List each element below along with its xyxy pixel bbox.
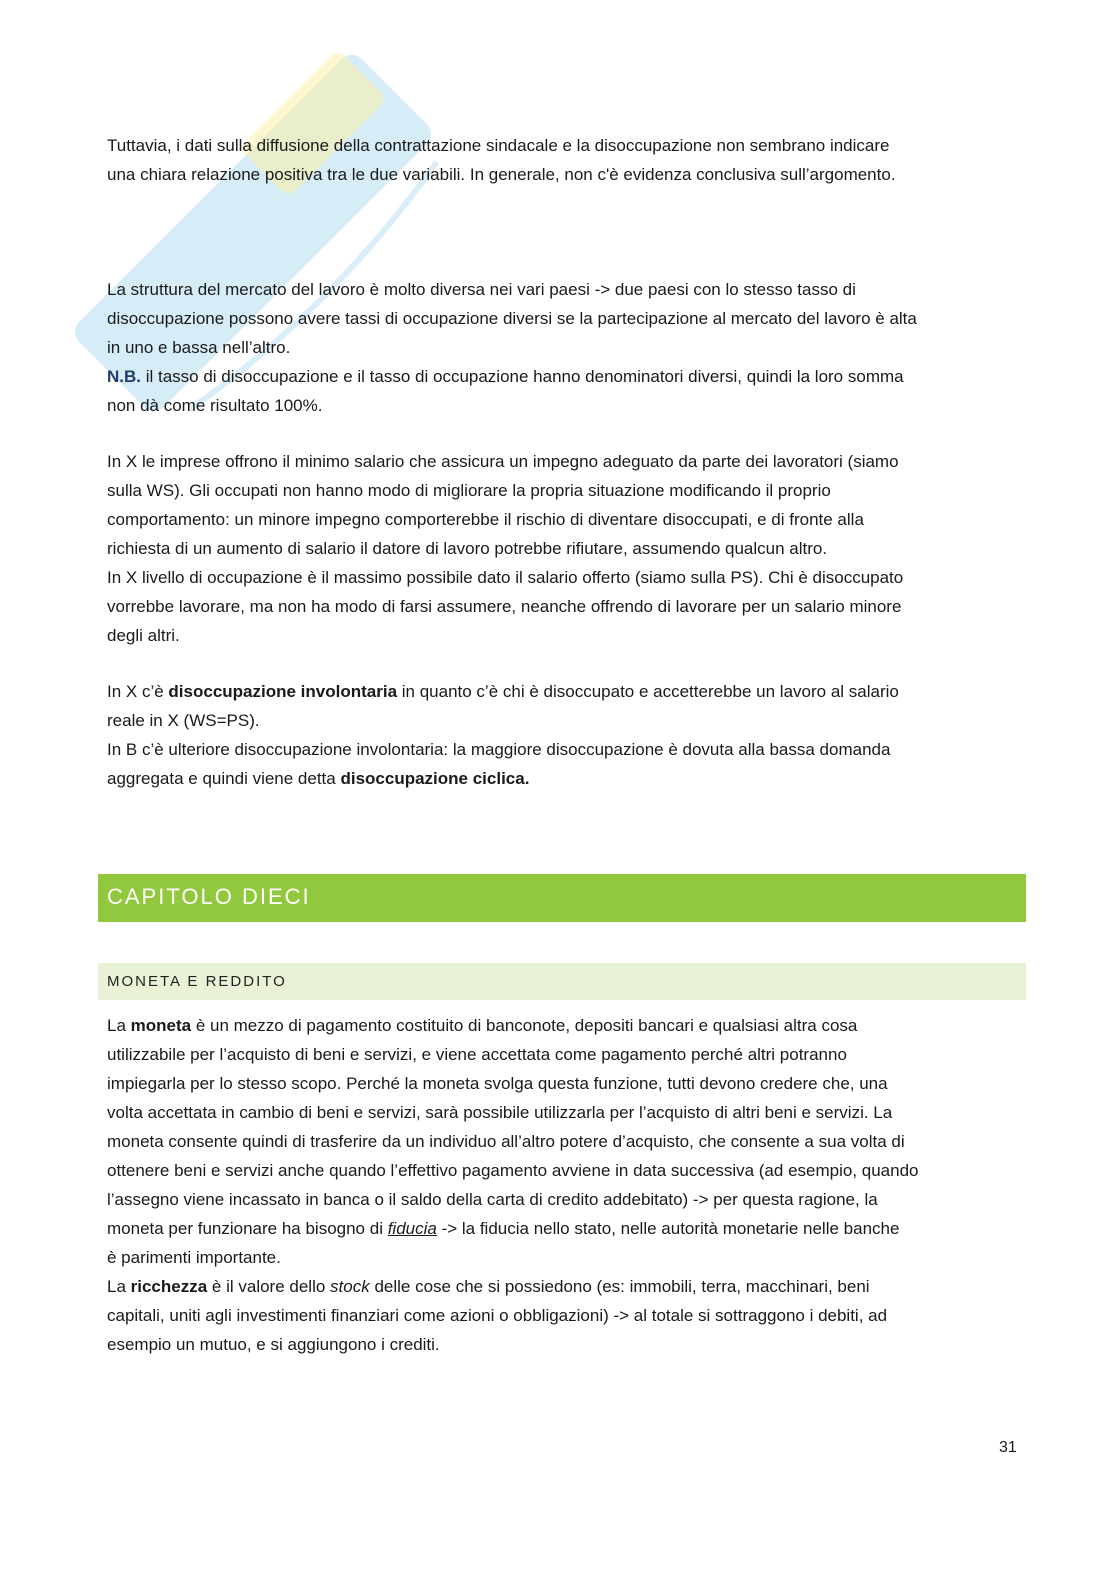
text-line: una chiara relazione positiva tra le due variabili. In generale, non c'è evidenza conclusiva sull’argomento. — [107, 165, 896, 184]
text-line: In B c’è ulteriore disoccupazione involontaria: la maggiore disoccupazione è dovuta alla bassa domanda — [107, 740, 891, 759]
text-line: reale in X (WS=PS). — [107, 711, 260, 730]
paragraph-union-evidence — [107, 131, 1022, 189]
section-heading-bar — [98, 963, 1026, 1000]
nb-label: N.B. — [107, 367, 141, 386]
text-line: impiegarla per lo stesso scopo. Perché la moneta svolga questa funzione, tutti devono credere che, una — [107, 1074, 888, 1093]
text-line: moneta consente quindi di trasferire da un individuo all’altro potere d’acquisto, che consente a sua volta di — [107, 1132, 905, 1151]
text-line: degli altri. — [107, 626, 180, 645]
text-line: In X le imprese offrono il minimo salario che assicura un impegno adeguato da parte dei lavoratori (siamo — [107, 452, 899, 471]
text-line — [107, 1272, 1022, 1301]
text-line: volta accettata in cambio di beni e servizi, sarà possibile utilizzarla per l’acquisto di altri beni e servizi. La — [107, 1103, 893, 1122]
text-line: non dà come risultato 100%. — [107, 396, 323, 415]
paragraph-equilibrium-x — [107, 447, 1022, 650]
section-title: MONETA E REDDITO — [107, 973, 287, 990]
text-run: in quanto c’è chi è disoccupato e accetterebbe un lavoro al salario — [397, 682, 899, 701]
text-line — [107, 764, 1022, 793]
text-run: -> la fiducia nello stato, nelle autorità monetarie nelle banche — [436, 1219, 900, 1238]
text-line: in uno e bassa nell’altro. — [107, 338, 291, 357]
text-line: comportamento: un minore impegno comporterebbe il rischio di diventare disoccupati, e di fronte alla — [107, 510, 864, 529]
text-line — [107, 1011, 1022, 1040]
emphasis-term: fiducia — [387, 1219, 437, 1238]
text-line: disoccupazione possono avere tassi di occupazione diversi se la partecipazione al mercato del lavoro è alta — [107, 309, 917, 328]
paragraph-involuntary-unemployment — [107, 677, 1022, 793]
text-run: è il valore dello — [207, 1277, 331, 1296]
text-line: capitali, uniti agli investimenti finanziari come azioni o obbligazioni) -> al totale si sottraggono i debiti, ad — [107, 1306, 888, 1325]
text-run: è un mezzo di pagamento costituito di banconote, depositi bancari e qualsiasi altra cosa — [191, 1016, 858, 1035]
text-line — [107, 677, 1022, 706]
text-line — [107, 1214, 1022, 1243]
emphasis-term: stock — [330, 1277, 370, 1296]
text-run: La — [107, 1277, 131, 1296]
text-line: utilizzabile per l’acquisto di beni e servizi, e viene accettata come pagamento perché altri potranno — [107, 1045, 847, 1064]
paragraph-money-definition — [107, 1011, 1022, 1359]
text-line: In X livello di occupazione è il massimo possibile dato il salario offerto (siamo sulla PS). Chi è disoccupato — [107, 568, 904, 587]
text-line: Tuttavia, i dati sulla diffusione della contrattazione sindacale e la disoccupazione non sembrano indicare — [107, 136, 890, 155]
nb-text: il tasso di disoccupazione e il tasso di occupazione hanno denominatori diversi, quindi la loro somma — [141, 367, 904, 386]
text-line: richiesta di un aumento di salario il datore di lavoro potrebbe rifiutare, assumendo qualcun altro. — [107, 539, 828, 558]
nb-line — [107, 362, 1022, 391]
text-line: è parimenti importante. — [107, 1248, 281, 1267]
text-line: esempio un mutuo, e si aggiungono i crediti. — [107, 1335, 440, 1354]
text-run: delle cose che si possiedono (es: immobili, terra, macchinari, beni — [369, 1277, 870, 1296]
page-number: 31 — [999, 1439, 1017, 1456]
bold-term: disoccupazione ciclica. — [340, 769, 530, 788]
text-run: aggregata e quindi viene detta — [107, 769, 341, 788]
chapter-heading-bar — [98, 874, 1026, 922]
bold-term: ricchezza — [130, 1277, 208, 1296]
bold-term: disoccupazione involontaria — [168, 682, 398, 701]
text-line: vorrebbe lavorare, ma non ha modo di farsi assumere, neanche offrendo di lavorare per un salario minore — [107, 597, 902, 616]
text-run: In X c’è — [107, 682, 169, 701]
text-line: sulla WS). Gli occupati non hanno modo di migliorare la propria situazione modificando il proprio — [107, 481, 831, 500]
text-run: moneta per funzionare ha bisogno di — [107, 1219, 388, 1238]
chapter-title: CAPITOLO DIECI — [107, 884, 311, 909]
paragraph-labour-market-structure — [107, 275, 1022, 420]
text-run: La — [107, 1016, 131, 1035]
text-line: ottenere beni e servizi anche quando l’effettivo pagamento avviene in data successiva (ad esempio, quando — [107, 1161, 919, 1180]
bold-term: moneta — [130, 1016, 192, 1035]
text-line: La struttura del mercato del lavoro è molto diversa nei vari paesi -> due paesi con lo stesso tasso di — [107, 280, 856, 299]
text-line: l’assegno viene incassato in banca o il saldo della carta di credito addebitato) -> per questa ragione, la — [107, 1190, 878, 1209]
